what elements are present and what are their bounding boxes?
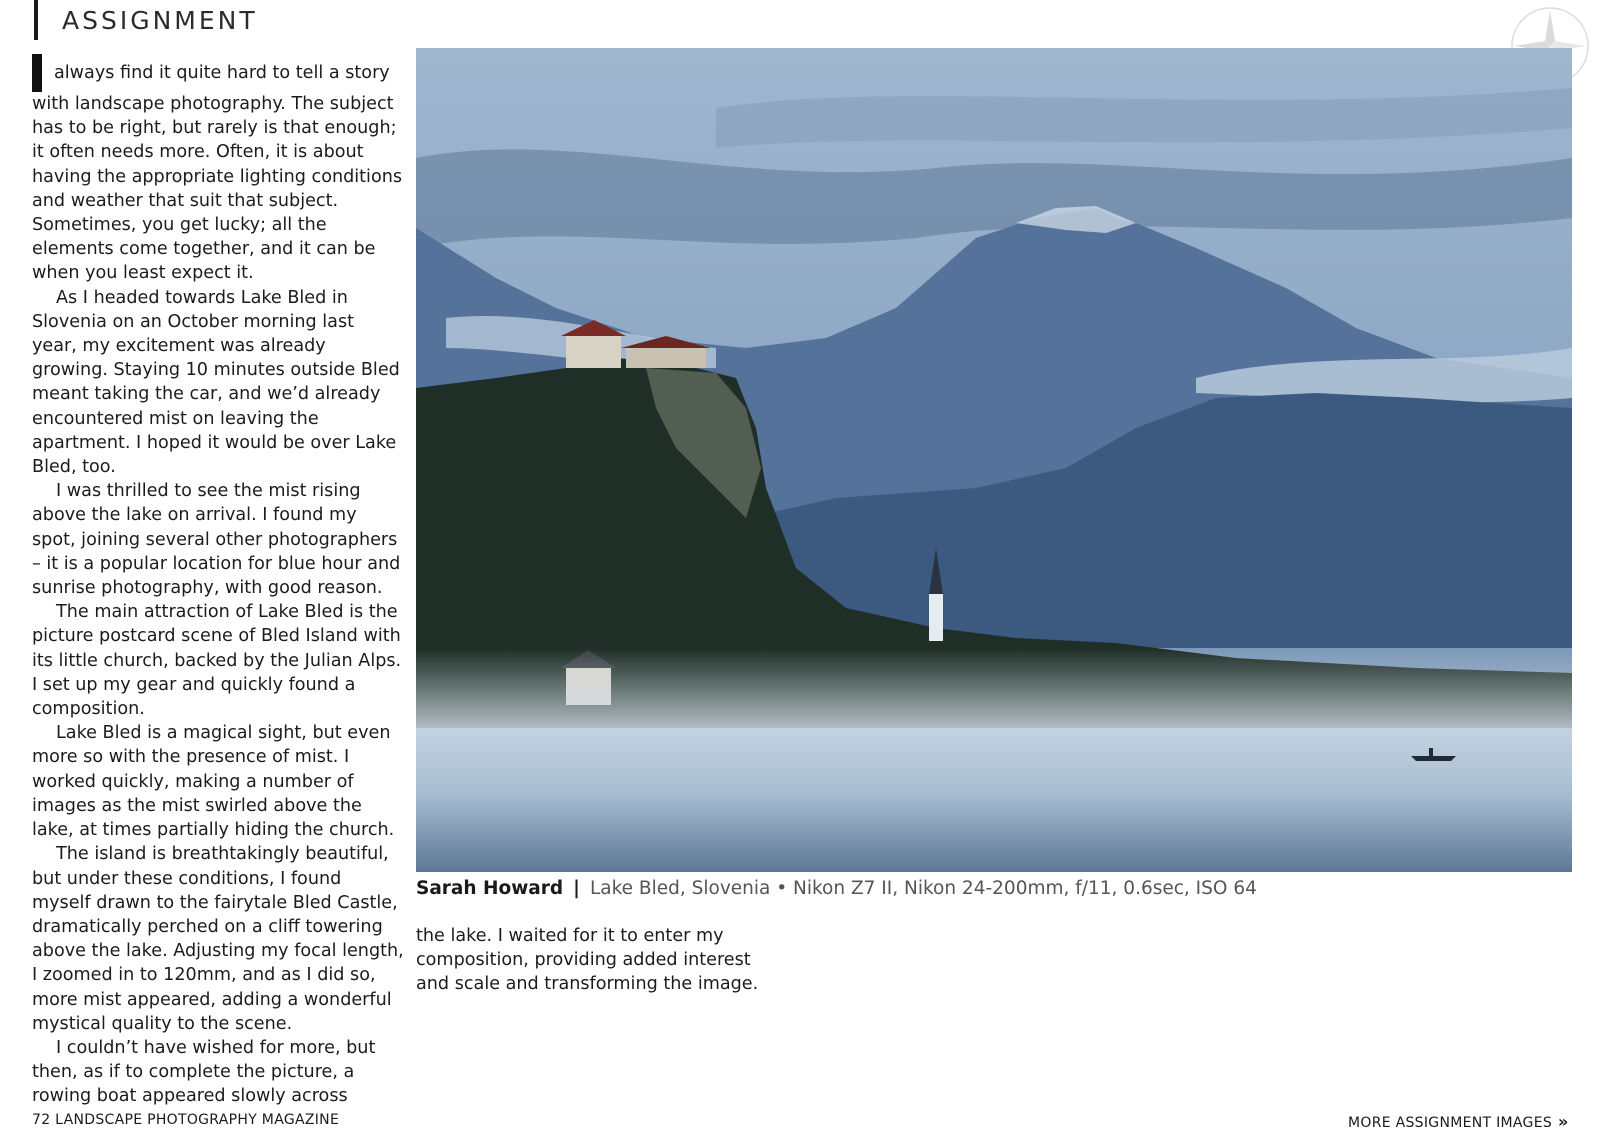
page-folio: 72 LANDSCAPE PHOTOGRAPHY MAGAZINE [32,1112,340,1128]
more-images-link[interactable] [1348,1112,1569,1131]
caption-separator: | [573,878,580,899]
paragraph-6: The island is breathtakingly beautiful, but under these conditions, I found myself drawn to the fairytale Bled Castle, dramatically perched on a cliff towering above the lake. Adjusting my focal length, I zoomed in to 120mm, and as I did so, more mist appeared, adding a wonderful mystical quality to the scene. [32,844,404,1034]
article-body-right: the lake. I waited for it to enter my composition, providing added interest and scale and transforming the image. [416,926,759,995]
lake-bled-photo [416,48,1572,872]
paragraph-5: Lake Bled is a magical sight, but even more so with the presence of mist. I worked quickly, making a number of images as the mist swirled above the lake, at times partially hiding the church. [32,723,395,841]
paragraph-4: The main attraction of Lake Bled is the picture postcard scene of Bled Island with its little church, backed by the Julian Alps. I set up my gear and quickly found a composition. [32,602,402,720]
article-body-left [32,54,404,1109]
paragraph-7: I couldn’t have wished for more, but then, as if to complete the picture, a rowing boat appeared slowly across [32,1037,376,1107]
section-bar [34,0,38,40]
drop-cap [32,54,42,92]
paragraph-1: always find it quite hard to tell a story with landscape photography. The subject has to be right, but rarely is that enough; it often needs more. Often, it is about having the appropriate lighting conditions and weather that suit that subject. Sometimes, you get lucky; all the elements come together, and it can be when you least expect it. [32,54,404,286]
caption-details: Lake Bled, Slovenia • Nikon Z7 II, Nikon 24-200mm, f/11, 0.6sec, ISO 64 [589,878,1257,899]
more-images-label: MORE ASSIGNMENT IMAGES [1348,1115,1553,1131]
caption-author: Sarah Howard [416,878,564,899]
double-chevron-right-icon: » [1558,1112,1569,1131]
paragraph-2: As I headed towards Lake Bled in Slovenia on an October morning last year, my excitement was already growing. Staying 10 minutes outside Bled meant taking the car, and we’d already encountered mist on leaving the apartment. I hoped it would be over Lake Bled, too. [32,287,400,478]
section-title: ASSIGNMENT [62,6,258,35]
paragraph-3: I was thrilled to see the mist rising above the lake on arrival. I found my spot, joining several other photographers – it is a popular location for blue hour and sunrise photography, with good reason. [32,481,401,599]
photo-caption [416,878,1572,899]
